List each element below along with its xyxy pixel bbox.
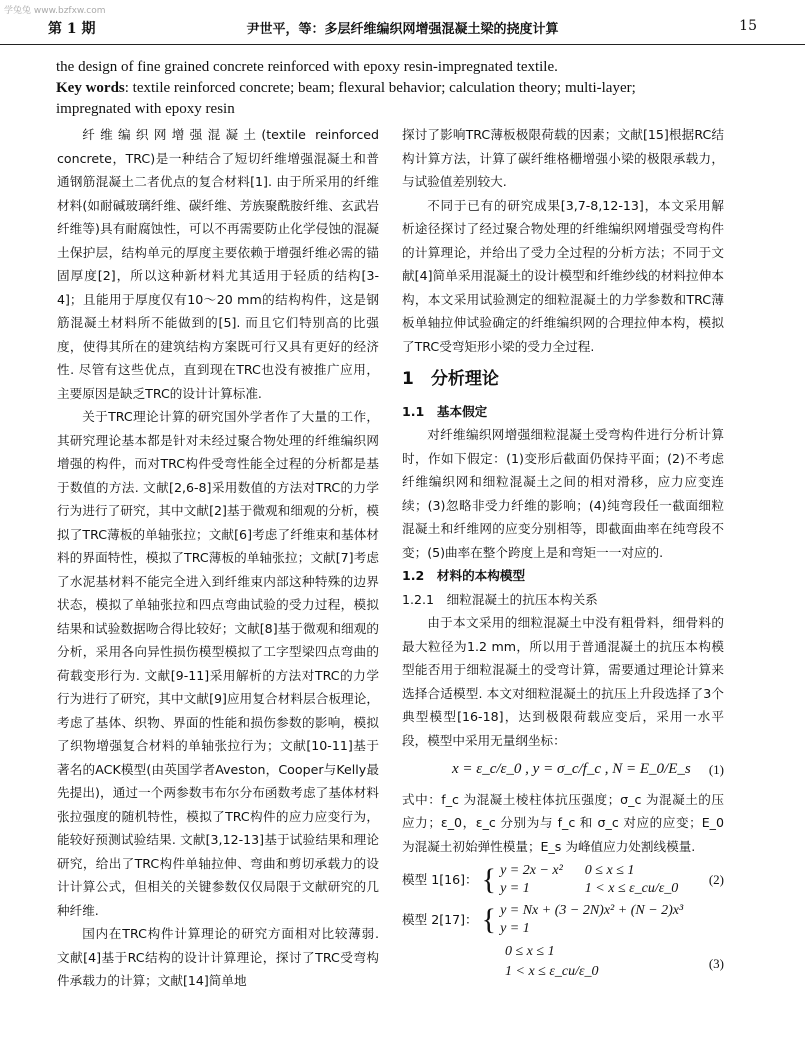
page-header xyxy=(0,0,805,45)
model-conditions xyxy=(585,862,678,898)
model-cases xyxy=(500,862,563,898)
condition: 0 ≤ x ≤ 1 xyxy=(584,863,635,878)
model-label: 模型 2[17]： xyxy=(402,912,478,928)
keywords-text: : textile reinforced concrete; beam; flexural behavior; calculation theory; multi-layer; impregnated with epoxy resin xyxy=(56,80,636,117)
model-2 xyxy=(402,902,724,938)
keywords xyxy=(56,78,706,120)
paragraph: 由于本文采用的细粒混凝土中没有粗骨料，细骨料的最大粒径为1.2 mm，所以用于普通混凝土的抗压本构模型能否用于细粒混凝土的受弯计算，需要通过理论计算来选择合适模型. 本文对细粒混凝土的抗压上升段选择了3个典型模型[16-18]，达到极限荷载应变后，采用一水平段，模型中采用无量纲坐标： xyxy=(402,615,724,748)
case-line: y = 1 xyxy=(500,921,530,936)
brace: { xyxy=(481,903,497,936)
running-title: 尹世平，等：多层纤维编织网增强混凝土梁的挠度计算 xyxy=(246,22,559,37)
equation-number: (1) xyxy=(708,762,724,777)
model-cases xyxy=(500,902,683,938)
abstract-tail: the design of fine grained concrete reinforced with epoxy resin-impregnated textile. xyxy=(56,59,558,75)
left-column xyxy=(57,123,379,993)
right-column xyxy=(402,123,724,982)
condition: 1 < x ≤ ε_cu/ε_0 xyxy=(505,964,599,979)
issue-label: 第 1 期 xyxy=(48,21,96,37)
model-1 xyxy=(402,862,724,898)
condition: 0 ≤ x ≤ 1 xyxy=(505,944,555,959)
model-2-conditions xyxy=(402,942,724,982)
equation-number: (3) xyxy=(708,956,724,971)
condition: 1 < x ≤ ε_cu/ε_0 xyxy=(584,881,679,896)
brace: { xyxy=(481,863,497,896)
keywords-label: Key words xyxy=(56,80,125,96)
watermark: 学兔兔 www.bzfxw.com xyxy=(4,6,106,16)
subsection-heading: 1.2 材料的本构模型 xyxy=(402,568,526,583)
case-line: y = 1 xyxy=(500,881,530,896)
equation-1 xyxy=(402,758,724,782)
subsubsection-heading: 1.2.1 细粒混凝土的抗压本构关系 xyxy=(402,591,598,607)
page-number: 15 xyxy=(739,18,757,34)
paragraph: 对纤维编织网增强细粒混凝土受弯构件进行分析计算时，作如下假定：(1)变形后截面仍保持平面；(2)不考虑纤维编织网和细粒混凝土之间的相对滑移，应力应变连续；(3)忽略非受力纤维的影响；(4)纯弯段任一截面细粒混凝土和纤维网的应变分别相等，即截面曲率在纯弯段不变；(5)曲率在整个跨度上是和弯矩一一对应的. xyxy=(402,427,724,560)
paragraph: 式中：f_c 为混凝土棱柱体抗压强度；σ_c 为混凝土的压应力；ε_0，ε_c 分别为与 f_c 和 σ_c 对应的应变；E_0 为混凝土初始弹性模量；E_s 为峰值应力处割线模量. xyxy=(402,791,724,854)
model-label: 模型 1[16]： xyxy=(402,872,478,888)
case-line: y = Nx + (3 − 2N)x² + (N − 2)x³ xyxy=(500,903,684,918)
paragraph: 国内在TRC构件计算理论的研究方面相对比较薄弱. 文献[4]基于RC结构的设计计算理论，探讨了TRC受弯构件承载力的计算；文献[14]简单地 xyxy=(57,926,379,988)
equation-number: (2) xyxy=(708,872,724,888)
section-heading: 1 分析理论 xyxy=(402,369,499,389)
paragraph: 纤维编织网增强混凝土(textile reinforced concrete，TRC)是一种结合了短切纤维增强混凝土和普通钢筋混凝土二者优点的复合材料[1]. 由于所采用的纤维材料(如耐碱玻璃纤维、碳纤维、芳族聚酰胺纤维、玄武岩纤维等)具有耐腐蚀性，可以不再需要防止化学侵蚀的混凝土保护层，结构单元的厚度主要依赖于增强纤维必需的锚固厚度[2]，所以这种新材料尤其适用于轻质的结构[3-4]；且能用于厚度仅有10～20 mm的结构构件，这是钢筋混凝土材料所不能做到的[5]. 而且它们特别高的比强度，使得其所在的建筑结构方案既可行又具有更好的经济性. 尽管有这些优点，直到现在TRC也没有被推广应用，主要原因是缺乏TRC的设计计算标准. xyxy=(57,127,379,401)
equation-body: x = ε_c/ε_0 , y = σ_c/f_c , N = E_0/E_s xyxy=(452,761,691,777)
subsection-heading: 1.1 基本假定 xyxy=(402,403,488,419)
case-line: y = 2x − x² xyxy=(500,863,563,878)
paragraph: 不同于已有的研究成果[3,7-8,12-13]，本文采用解析途径探讨了经过聚合物处理的纤维编织网增强受弯构件的计算理论，并给出了受力全过程的分析方法；不同于文献[4]简单采用混凝土的设计模型和纤维纱线的材料拉伸本构，本文采用试验测定的细粒混凝土的力学参数和TRC薄板单轴拉伸试验确定的纤维编织网的合理拉伸本构，模拟了TRC受弯矩形小梁的受力全过程. xyxy=(402,197,724,354)
paragraph: 探讨了影响TRC薄板极限荷载的因素；文献[15]根据RC结构计算方法，计算了碳纤维格栅增强小梁的极限承载力，与试验值差别较大. xyxy=(402,127,724,189)
paragraph: 关于TRC理论计算的研究国外学者作了大量的工作，其研究理论基本都是针对未经过聚合物处理的纤维编织网增强的构件，而对TRC构件受弯性能全过程的分析都是基于数值的方法. 文献[2,6-8]采用数值的方法对TRC的力学行为进行了研究，其中文献[2]基于微观和细观的分析，模拟了TRC薄板的单轴张拉；文献[6]考虑了纤维束和基体材料的界面特性，模拟了TRC薄板的单轴张拉；文献[7]考虑了水泥基材料不能完全进入到纤维束内部这种特殊的边界状态，模拟了单轴张拉和四点弯曲试验的受力过程，模拟结果和试验数据吻合得比较好；文献[8]基于微观和细观的分析，采用各向异性损伤模型模拟了工字型梁四点弯曲的荷载变形行为. 文献[9-11]采用解析的方法对TRC的力学行为进行了研究，其中文献[9]应用复合材料层合板理论，考虑了基体、织物、界面的性能和损伤参数的影响，模拟了织物增强复合材料的单轴张拉行为；文献[10-11]基于著名的ACK模型(由英国学者Aveston，Cooper与Kelly最先提出)，通过一个两参数韦布尔分布函数考虑了基体材料张拉强度的随机特性，模拟了TRC构件的应力应变行为，能较好预测试验结果. 文献[3,12-13]基于试验结果和理论研究，给出了TRC构件单轴拉伸、弯曲和剪切承载力的设计计算公式，但相关的关键参数仅仅局限于文献研究的几种纤维. xyxy=(57,409,379,918)
